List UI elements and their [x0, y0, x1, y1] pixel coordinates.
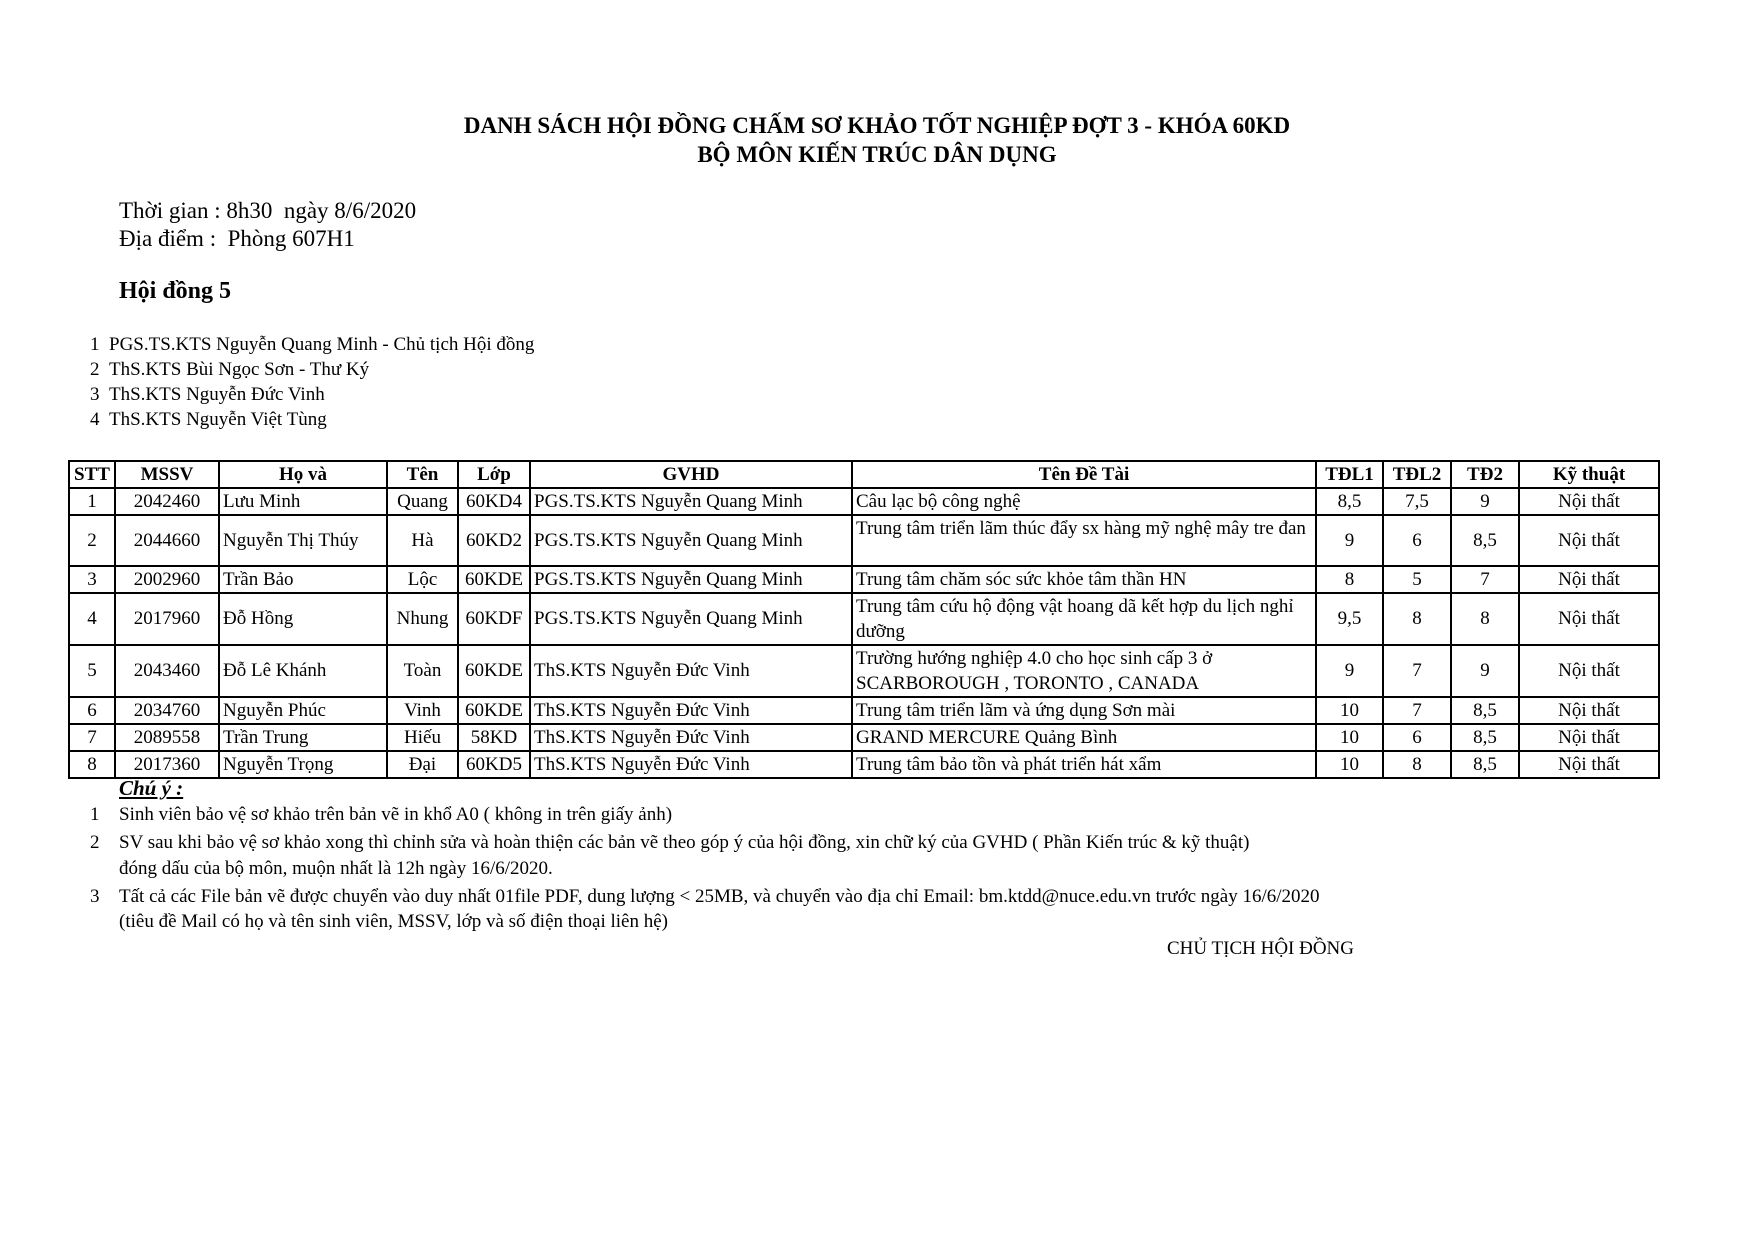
table-row [69, 724, 1659, 751]
cell-ten: Quang [387, 488, 458, 515]
cell-stt: 7 [69, 724, 115, 751]
cell-ten: Vinh [387, 697, 458, 724]
cell-lop: 60KD2 [458, 515, 530, 566]
cell-ho: Nguyễn Phúc [219, 697, 387, 724]
cell-td2: 9 [1451, 488, 1519, 515]
document-title: DANH SÁCH HỘI ĐỒNG CHẤM SƠ KHẢO TỐT NGHIỆP ĐỢT 3 - KHÓA 60KD [463, 113, 1291, 138]
cell-stt: 8 [69, 751, 115, 778]
cell-td2: 7 [1451, 566, 1519, 593]
cell-mssv: 2089558 [115, 724, 219, 751]
cell-stt: 6 [69, 697, 115, 724]
note-text: Sinh viên bảo vệ sơ khảo trên bản vẽ in khổ A0 ( không in trên giấy ảnh) [119, 804, 673, 825]
cell-ho: Đỗ Hồng [219, 593, 387, 645]
note-item [90, 802, 672, 828]
note-text: Tất cả các File bản vẽ được chuyển vào duy nhất 01file PDF, dung lượng < 25MB, và chuyển vào địa chỉ Email: bm.ktdd@nuce.edu.vn trước ngày 16/6/2020 [119, 886, 1320, 907]
cell-td2: 8,5 [1451, 515, 1519, 566]
cell-tdl1: 10 [1316, 724, 1383, 751]
notes-title: Chú ý : [119, 776, 184, 800]
table-row [69, 697, 1659, 724]
note-item [90, 830, 1249, 856]
cell-de-tai: Trung tâm cứu hộ động vật hoang dã kết hợp du lịch nghỉ dưỡng [852, 593, 1316, 645]
member-text: ThS.KTS Nguyễn Việt Tùng [109, 409, 327, 430]
cell-mssv: 2034760 [115, 697, 219, 724]
header-tdl2: TĐL2 [1383, 461, 1451, 488]
cell-gvhd: ThS.KTS Nguyễn Đức Vinh [530, 724, 852, 751]
cell-gvhd: PGS.TS.KTS Nguyễn Quang Minh [530, 488, 852, 515]
header-mssv: MSSV [115, 461, 219, 488]
cell-lop: 58KD [458, 724, 530, 751]
note-number: 2 [90, 832, 100, 853]
cell-tdl1: 9,5 [1316, 593, 1383, 645]
cell-tdl1: 9 [1316, 515, 1383, 566]
cell-mssv: 2002960 [115, 566, 219, 593]
cell-ho: Lưu Minh [219, 488, 387, 515]
cell-ky-thuat: Nội thất [1519, 566, 1659, 593]
note-number: 3 [90, 886, 100, 907]
cell-ky-thuat: Nội thất [1519, 593, 1659, 645]
cell-stt: 2 [69, 515, 115, 566]
header-ky-thuat: Kỹ thuật [1519, 461, 1659, 488]
table-row [69, 566, 1659, 593]
cell-td2: 8 [1451, 593, 1519, 645]
table-row [69, 515, 1659, 566]
header-stt: STT [69, 461, 115, 488]
cell-tdl1: 10 [1316, 697, 1383, 724]
cell-tdl1: 8 [1316, 566, 1383, 593]
cell-stt: 3 [69, 566, 115, 593]
member-number: 4 [90, 409, 100, 430]
header-tdl1: TĐL1 [1316, 461, 1383, 488]
cell-de-tai: Trung tâm triển lãm và ứng dụng Sơn mài [852, 697, 1316, 724]
cell-stt: 5 [69, 645, 115, 697]
cell-mssv: 2017360 [115, 751, 219, 778]
cell-ho: Nguyễn Trọng [219, 751, 387, 778]
cell-tdl2: 7 [1383, 645, 1451, 697]
member-item [90, 383, 325, 407]
cell-ten: Toàn [387, 645, 458, 697]
member-text: ThS.KTS Bùi Ngọc Sơn - Thư Ký [109, 359, 370, 380]
header-de-tai: Tên Đề Tài [852, 461, 1316, 488]
note-item [90, 884, 1320, 910]
council-heading: Hội đồng 5 [119, 278, 232, 304]
cell-tdl2: 8 [1383, 593, 1451, 645]
place-line: Địa điểm : Phòng 607H1 [119, 226, 355, 251]
cell-de-tai: GRAND MERCURE Quảng Bình [852, 724, 1316, 751]
time-line: Thời gian : 8h30 ngày 8/6/2020 [119, 198, 417, 223]
cell-tdl1: 8,5 [1316, 488, 1383, 515]
student-table [68, 460, 1660, 779]
cell-ky-thuat: Nội thất [1519, 488, 1659, 515]
cell-lop: 60KD5 [458, 751, 530, 778]
member-number: 2 [90, 359, 100, 380]
cell-td2: 9 [1451, 645, 1519, 697]
cell-tdl2: 7 [1383, 697, 1451, 724]
cell-gvhd: ThS.KTS Nguyễn Đức Vinh [530, 645, 852, 697]
department-title: BỘ MÔN KIẾN TRÚC DÂN DỤNG [697, 142, 1057, 167]
header-td2: TĐ2 [1451, 461, 1519, 488]
cell-ten: Hiếu [387, 724, 458, 751]
member-number: 3 [90, 384, 100, 405]
cell-gvhd: PGS.TS.KTS Nguyễn Quang Minh [530, 566, 852, 593]
cell-tdl2: 5 [1383, 566, 1451, 593]
cell-gvhd: ThS.KTS Nguyễn Đức Vinh [530, 751, 852, 778]
cell-ho: Trần Bảo [219, 566, 387, 593]
cell-mssv: 2042460 [115, 488, 219, 515]
table-header-row [69, 461, 1659, 488]
cell-stt: 4 [69, 593, 115, 645]
cell-td2: 8,5 [1451, 751, 1519, 778]
member-text: PGS.TS.KTS Nguyễn Quang Minh - Chủ tịch Hội đồng [109, 334, 535, 355]
cell-tdl2: 7,5 [1383, 488, 1451, 515]
cell-tdl1: 10 [1316, 751, 1383, 778]
table-row [69, 593, 1659, 645]
cell-ky-thuat: Nội thất [1519, 697, 1659, 724]
cell-ky-thuat: Nội thất [1519, 645, 1659, 697]
cell-lop: 60KD4 [458, 488, 530, 515]
cell-tdl2: 6 [1383, 515, 1451, 566]
cell-de-tai: Trung tâm chăm sóc sức khỏe tâm thần HN [852, 566, 1316, 593]
cell-mssv: 2044660 [115, 515, 219, 566]
cell-mssv: 2017960 [115, 593, 219, 645]
cell-tdl2: 8 [1383, 751, 1451, 778]
cell-mssv: 2043460 [115, 645, 219, 697]
cell-de-tai: Trường hướng nghiệp 4.0 cho học sinh cấp 3 ở SCARBOROUGH , TORONTO , CANADA [852, 645, 1316, 697]
cell-ky-thuat: Nội thất [1519, 751, 1659, 778]
cell-ten: Hà [387, 515, 458, 566]
cell-gvhd: ThS.KTS Nguyễn Đức Vinh [530, 697, 852, 724]
header-lop: Lớp [458, 461, 530, 488]
note-continuation: đóng dấu của bộ môn, muộn nhất là 12h ngày 16/6/2020. [119, 858, 553, 879]
header-ten: Tên [387, 461, 458, 488]
cell-ky-thuat: Nội thất [1519, 724, 1659, 751]
member-item [90, 333, 534, 357]
cell-de-tai: Trung tâm bảo tồn và phát triển hát xẩm [852, 751, 1316, 778]
member-text: ThS.KTS Nguyễn Đức Vinh [109, 384, 325, 405]
member-item [90, 358, 369, 382]
cell-de-tai: Câu lạc bộ công nghệ [852, 488, 1316, 515]
note-continuation: (tiêu đề Mail có họ và tên sinh viên, MSSV, lớp và số điện thoại liên hệ) [119, 911, 669, 932]
table-row [69, 751, 1659, 778]
cell-lop: 60KDE [458, 566, 530, 593]
cell-gvhd: PGS.TS.KTS Nguyễn Quang Minh [530, 515, 852, 566]
cell-ho: Trần Trung [219, 724, 387, 751]
cell-lop: 60KDF [458, 593, 530, 645]
cell-ky-thuat: Nội thất [1519, 515, 1659, 566]
cell-ten: Nhung [387, 593, 458, 645]
cell-gvhd: PGS.TS.KTS Nguyễn Quang Minh [530, 593, 852, 645]
cell-ten: Lộc [387, 566, 458, 593]
cell-stt: 1 [69, 488, 115, 515]
member-number: 1 [90, 334, 100, 355]
cell-lop: 60KDE [458, 645, 530, 697]
cell-ho: Đỗ Lê Khánh [219, 645, 387, 697]
cell-lop: 60KDE [458, 697, 530, 724]
cell-de-tai: Trung tâm triển lãm thúc đẩy sx hàng mỹ nghệ mây tre đan [852, 515, 1316, 566]
cell-tdl1: 9 [1316, 645, 1383, 697]
cell-tdl2: 6 [1383, 724, 1451, 751]
signature-title: CHỦ TỊCH HỘI ĐỒNG [1167, 938, 1355, 959]
table-row [69, 488, 1659, 515]
note-text: SV sau khi bảo vệ sơ khảo xong thì chỉnh sửa và hoàn thiện các bản vẽ theo góp ý của hội đồng, xin chữ ký của GVHD ( Phần Kiến trúc & kỹ thuật) [119, 832, 1250, 853]
member-item [90, 408, 327, 432]
header-gvhd: GVHD [530, 461, 852, 488]
cell-td2: 8,5 [1451, 724, 1519, 751]
table-row [69, 645, 1659, 697]
header-ho: Họ và [219, 461, 387, 488]
note-number: 1 [90, 804, 100, 825]
cell-ho: Nguyễn Thị Thúy [219, 515, 387, 566]
cell-ten: Đại [387, 751, 458, 778]
cell-td2: 8,5 [1451, 697, 1519, 724]
